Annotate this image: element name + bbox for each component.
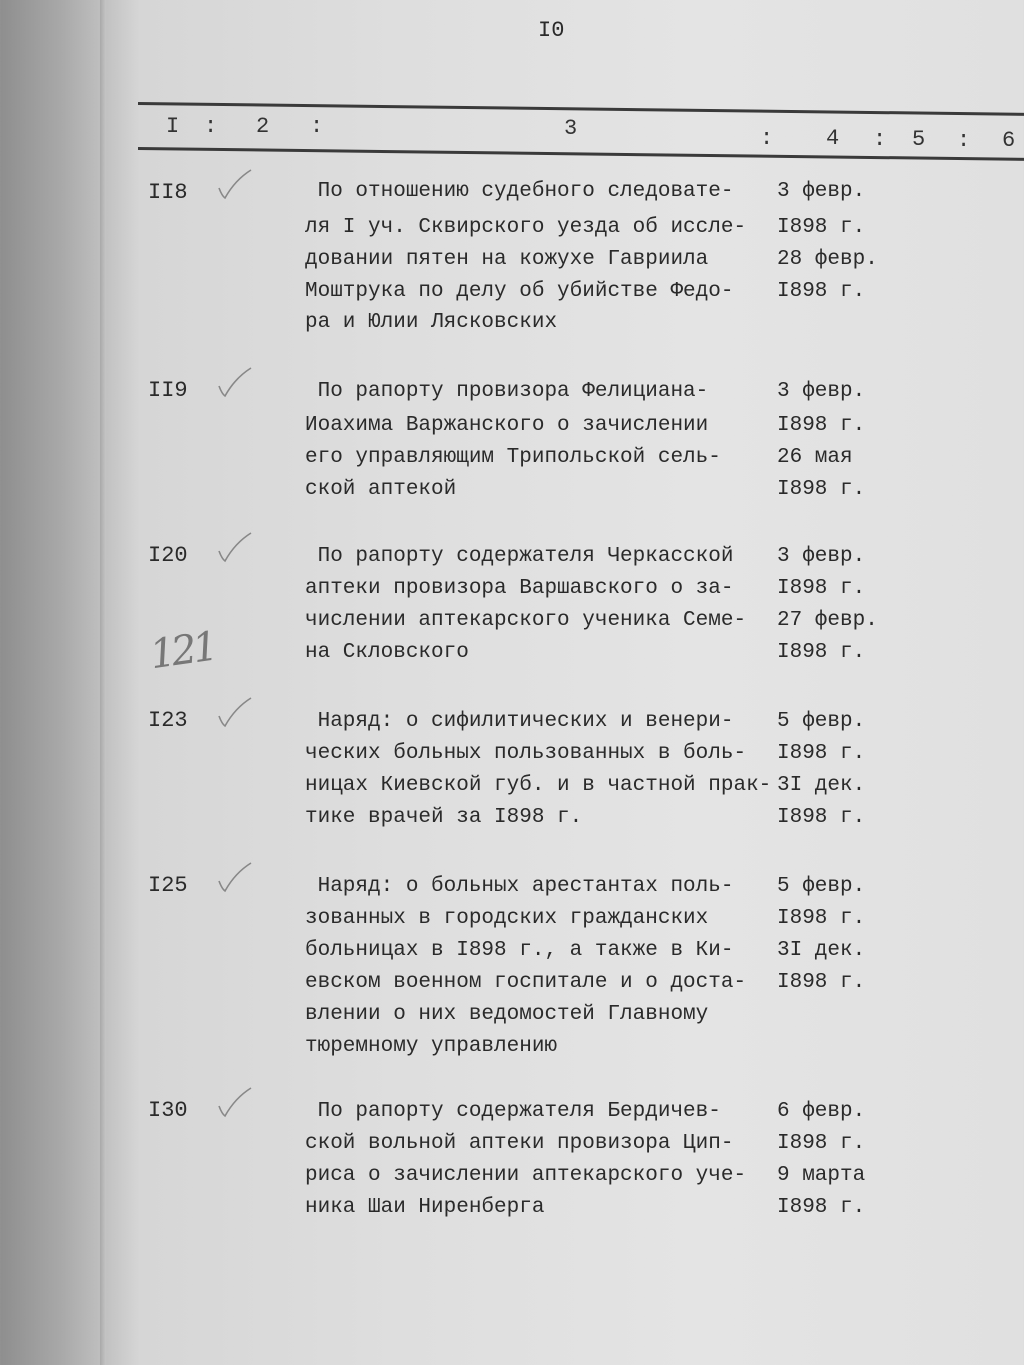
checkmark-icon bbox=[215, 364, 255, 400]
entry-number: I25 bbox=[148, 873, 188, 898]
entry-number: I20 bbox=[148, 543, 188, 568]
entry-text: риса о зачислении аптекарского уче- bbox=[305, 1164, 747, 1187]
col-sep: : bbox=[310, 114, 324, 139]
entry-date: 5 февр. bbox=[777, 875, 866, 898]
entry-text: По рапорту содержателя Бердичев- bbox=[305, 1100, 721, 1123]
entry-text: Моштрука по делу об убийстве Федо- bbox=[305, 280, 734, 303]
entry-date: I898 г. bbox=[777, 806, 866, 829]
entry-line bbox=[305, 577, 865, 609]
entry-text: ницах Киевской губ. и в частной прак- bbox=[305, 774, 772, 797]
entry-date: I898 г. bbox=[777, 971, 866, 994]
checkmark-icon bbox=[215, 859, 255, 895]
page-edge bbox=[100, 0, 106, 1365]
checkmark-icon bbox=[215, 1084, 255, 1120]
entry-date: 3 февр. bbox=[777, 380, 866, 403]
entry-line bbox=[305, 710, 865, 742]
entry-text: По отношению судебного следовате- bbox=[305, 180, 734, 203]
entry-date: 3I дек. bbox=[777, 939, 866, 962]
entry-line bbox=[305, 180, 865, 212]
entry-date: I898 г. bbox=[777, 1196, 866, 1219]
col-5: 5 bbox=[912, 127, 926, 152]
entry-date: I898 г. bbox=[777, 742, 866, 765]
entry-number: I23 bbox=[148, 708, 188, 733]
entry-line bbox=[305, 1003, 777, 1035]
entry-text: числении аптекарского ученика Семе- bbox=[305, 609, 747, 632]
entry-line bbox=[305, 939, 865, 971]
entry-text: ской аптекой bbox=[305, 478, 457, 501]
page-number: I0 bbox=[538, 18, 565, 43]
entry-text: больницах в I898 г., а также в Ки- bbox=[305, 939, 734, 962]
col-sep: : bbox=[204, 114, 218, 139]
entry-line bbox=[305, 1035, 777, 1067]
entry-number: II8 bbox=[148, 180, 188, 205]
entry-line bbox=[305, 478, 865, 510]
entry-text: евском военном госпитале и о доста- bbox=[305, 971, 747, 994]
entry-text: влении о них ведомостей Главному bbox=[305, 1003, 709, 1026]
entry-line bbox=[305, 1196, 865, 1228]
entry-text: ника Шаи Ниренберга bbox=[305, 1196, 545, 1219]
handwritten-note: 121 bbox=[147, 623, 218, 679]
entry-date: 3 февр. bbox=[777, 545, 866, 568]
entry-line bbox=[305, 1132, 865, 1164]
col-sep: : bbox=[760, 126, 774, 151]
entry-line bbox=[305, 774, 865, 806]
entry-text: Наряд: о больных арестантах поль- bbox=[305, 875, 734, 898]
entry-date: 3 февр. bbox=[777, 180, 866, 203]
entry-text: ра и Юлии Лясковских bbox=[305, 311, 558, 334]
entry-line bbox=[305, 216, 865, 248]
entry-line bbox=[305, 609, 878, 641]
entry-line bbox=[305, 806, 865, 838]
entry-text: ческих больных пользованных в боль- bbox=[305, 742, 747, 765]
entry-number: I30 bbox=[148, 1098, 188, 1123]
col-1: I bbox=[166, 114, 180, 139]
entry-date: I898 г. bbox=[777, 577, 866, 600]
entry-line bbox=[305, 311, 777, 343]
entry-line bbox=[305, 248, 878, 280]
checkmark-icon bbox=[215, 694, 255, 730]
entry-date: 27 февр. bbox=[777, 609, 878, 632]
entry-text: По рапорту содержателя Черкасской bbox=[305, 545, 734, 568]
col-4: 4 bbox=[826, 126, 840, 151]
entry-number: II9 bbox=[148, 378, 188, 403]
checkmark-icon bbox=[215, 529, 255, 565]
header-rule-bottom bbox=[138, 147, 1024, 161]
entry-line bbox=[305, 380, 865, 412]
entry-text: аптеки провизора Варшавского о за- bbox=[305, 577, 734, 600]
entry-date: I898 г. bbox=[777, 414, 866, 437]
col-sep: : bbox=[873, 127, 887, 152]
entry-text: ской вольной аптеки провизора Цип- bbox=[305, 1132, 734, 1155]
entry-date: 3I дек. bbox=[777, 774, 866, 797]
entry-line bbox=[305, 971, 865, 1003]
entry-date: 9 марта bbox=[777, 1164, 866, 1187]
entry-text: Иоахима Варжанского о зачислении bbox=[305, 414, 709, 437]
entry-date: I898 г. bbox=[777, 907, 866, 930]
entry-line bbox=[305, 907, 865, 939]
entry-text: По рапорту провизора Фелициана- bbox=[305, 380, 709, 403]
entry-line bbox=[305, 742, 865, 774]
entry-date: I898 г. bbox=[777, 478, 866, 501]
entry-date: I898 г. bbox=[777, 280, 866, 303]
entry-line bbox=[305, 414, 865, 446]
entry-text: тюремному управлению bbox=[305, 1035, 558, 1058]
checkmark-icon bbox=[215, 166, 255, 202]
col-3: 3 bbox=[564, 116, 578, 141]
entry-text: довании пятен на кожухе Гавриила bbox=[305, 248, 709, 271]
entry-date: I898 г. bbox=[777, 1132, 866, 1155]
entry-date: 6 февр. bbox=[777, 1100, 866, 1123]
entry-line bbox=[305, 446, 853, 478]
entry-line bbox=[305, 875, 865, 907]
entry-date: 28 февр. bbox=[777, 248, 878, 271]
entry-text: Наряд: о сифилитических и венери- bbox=[305, 710, 734, 733]
entry-text: зованных в городских гражданских bbox=[305, 907, 709, 930]
entry-line bbox=[305, 1100, 865, 1132]
entry-line bbox=[305, 280, 865, 312]
entry-line bbox=[305, 1164, 865, 1196]
header-rule-top bbox=[138, 102, 1024, 116]
entry-date: I898 г. bbox=[777, 216, 866, 239]
entry-line bbox=[305, 545, 865, 577]
entry-text: ля I уч. Сквирского уезда об иссле- bbox=[305, 216, 747, 239]
entry-text: тике врачей за I898 г. bbox=[305, 806, 583, 829]
entry-date: 5 февр. bbox=[777, 710, 866, 733]
entry-text: его управляющим Трипольской сель- bbox=[305, 446, 721, 469]
entry-date: 26 мая bbox=[777, 446, 853, 469]
entry-line bbox=[305, 641, 865, 673]
col-sep: : bbox=[957, 128, 971, 153]
col-6: 6 bbox=[1002, 128, 1016, 153]
entry-date: I898 г. bbox=[777, 641, 866, 664]
col-2: 2 bbox=[256, 114, 270, 139]
entry-text: на Скловского bbox=[305, 641, 469, 664]
